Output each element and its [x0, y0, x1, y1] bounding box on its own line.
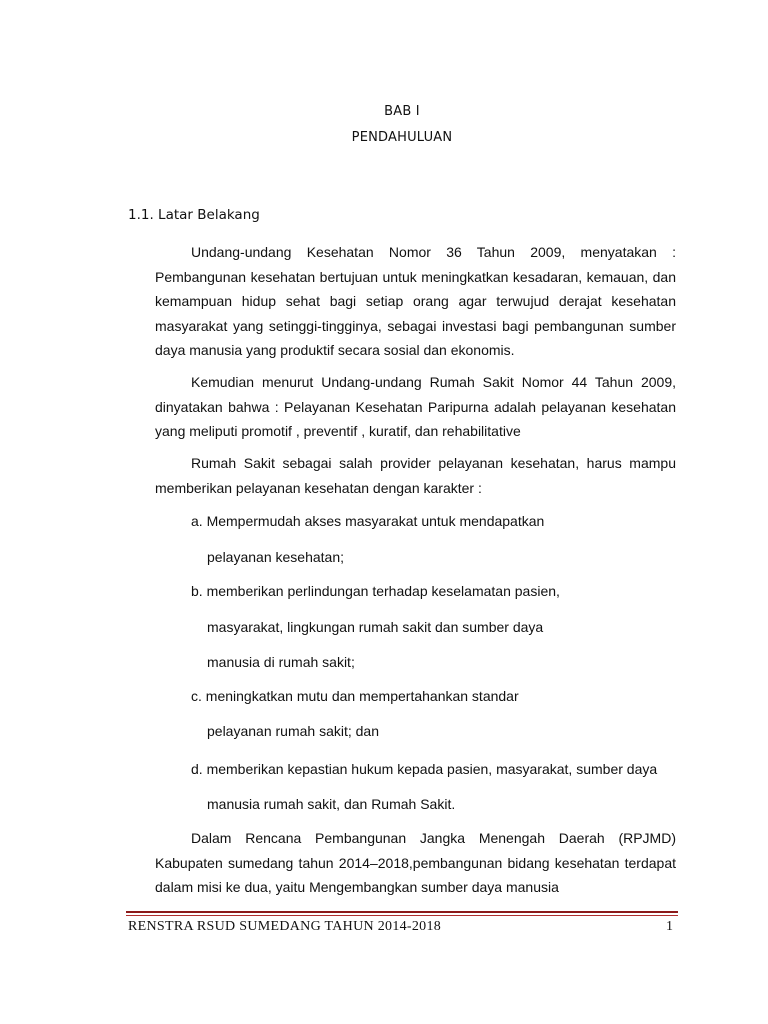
section-heading: 1.1. Latar Belakang	[128, 207, 260, 223]
chapter-title: PENDAHULUAN	[351, 130, 453, 145]
footer-page-number: 1	[666, 919, 673, 934]
paragraph-2: Kemudian menurut Undang-undang Rumah Sakit Nomor 44 Tahun 2009, dinyatakan bahwa : Pelayanan Kesehatan Paripurna adalah pelayanan kesehatan yang meliputi promotif , preventif , kuratif, dan rehabilitative	[155, 374, 676, 439]
list-item-b-continued-1: masyarakat, lingkungan rumah sakit dan sumber daya	[207, 619, 544, 635]
paragraph-1: Undang-undang Kesehatan Nomor 36 Tahun 2009, menyatakan : Pembangunan kesehatan bertujuan untuk meningkatkan kesadaran, kemauan, dan kemampuan hidup sehat bagi setiap orang agar terwujud derajat kesehatan masyarakat yang setinggi-tingginya, sebagai investasi bagi pembangunan sumber daya manusia yang produktif secara sosial dan ekonomis.	[155, 244, 676, 358]
list-item-d: d. memberikan kepastian hukum kepada pasien, masyarakat, sumber daya	[191, 761, 658, 777]
list-item-c: c. meningkatkan mutu dan mempertahankan standar	[191, 688, 519, 704]
list-item-a-continued: pelayanan kesehatan;	[207, 549, 344, 565]
paragraph-3: Rumah Sakit sebagai salah provider pelayanan kesehatan, harus mampu memberikan pelayanan kesehatan dengan karakter :	[155, 455, 676, 496]
footer-document-title: RENSTRA RSUD SUMEDANG TAHUN 2014-2018	[128, 919, 442, 934]
list-item-a: a. Mempermudah akses masyarakat untuk mendapatkan	[191, 513, 545, 529]
list-item-b: b. memberikan perlindungan terhadap keselamatan pasien,	[191, 583, 560, 599]
list-item-c-continued: pelayanan rumah sakit; dan	[207, 723, 379, 739]
list-item-b-continued-2: manusia di rumah sakit;	[207, 654, 355, 670]
footer-rule-thin	[126, 915, 678, 916]
paragraph-4: Dalam Rencana Pembangunan Jangka Menengah Daerah (RPJMD) Kabupaten sumedang tahun 2014–2018,pembangunan bidang kesehatan terdapat dalam misi ke dua, yaitu Mengembangkan sumber daya manusia	[155, 830, 676, 895]
chapter-number: BAB I	[384, 104, 420, 119]
list-item-d-continued: manusia rumah sakit, dan Rumah Sakit.	[207, 796, 456, 812]
footer-rule	[126, 911, 678, 913]
